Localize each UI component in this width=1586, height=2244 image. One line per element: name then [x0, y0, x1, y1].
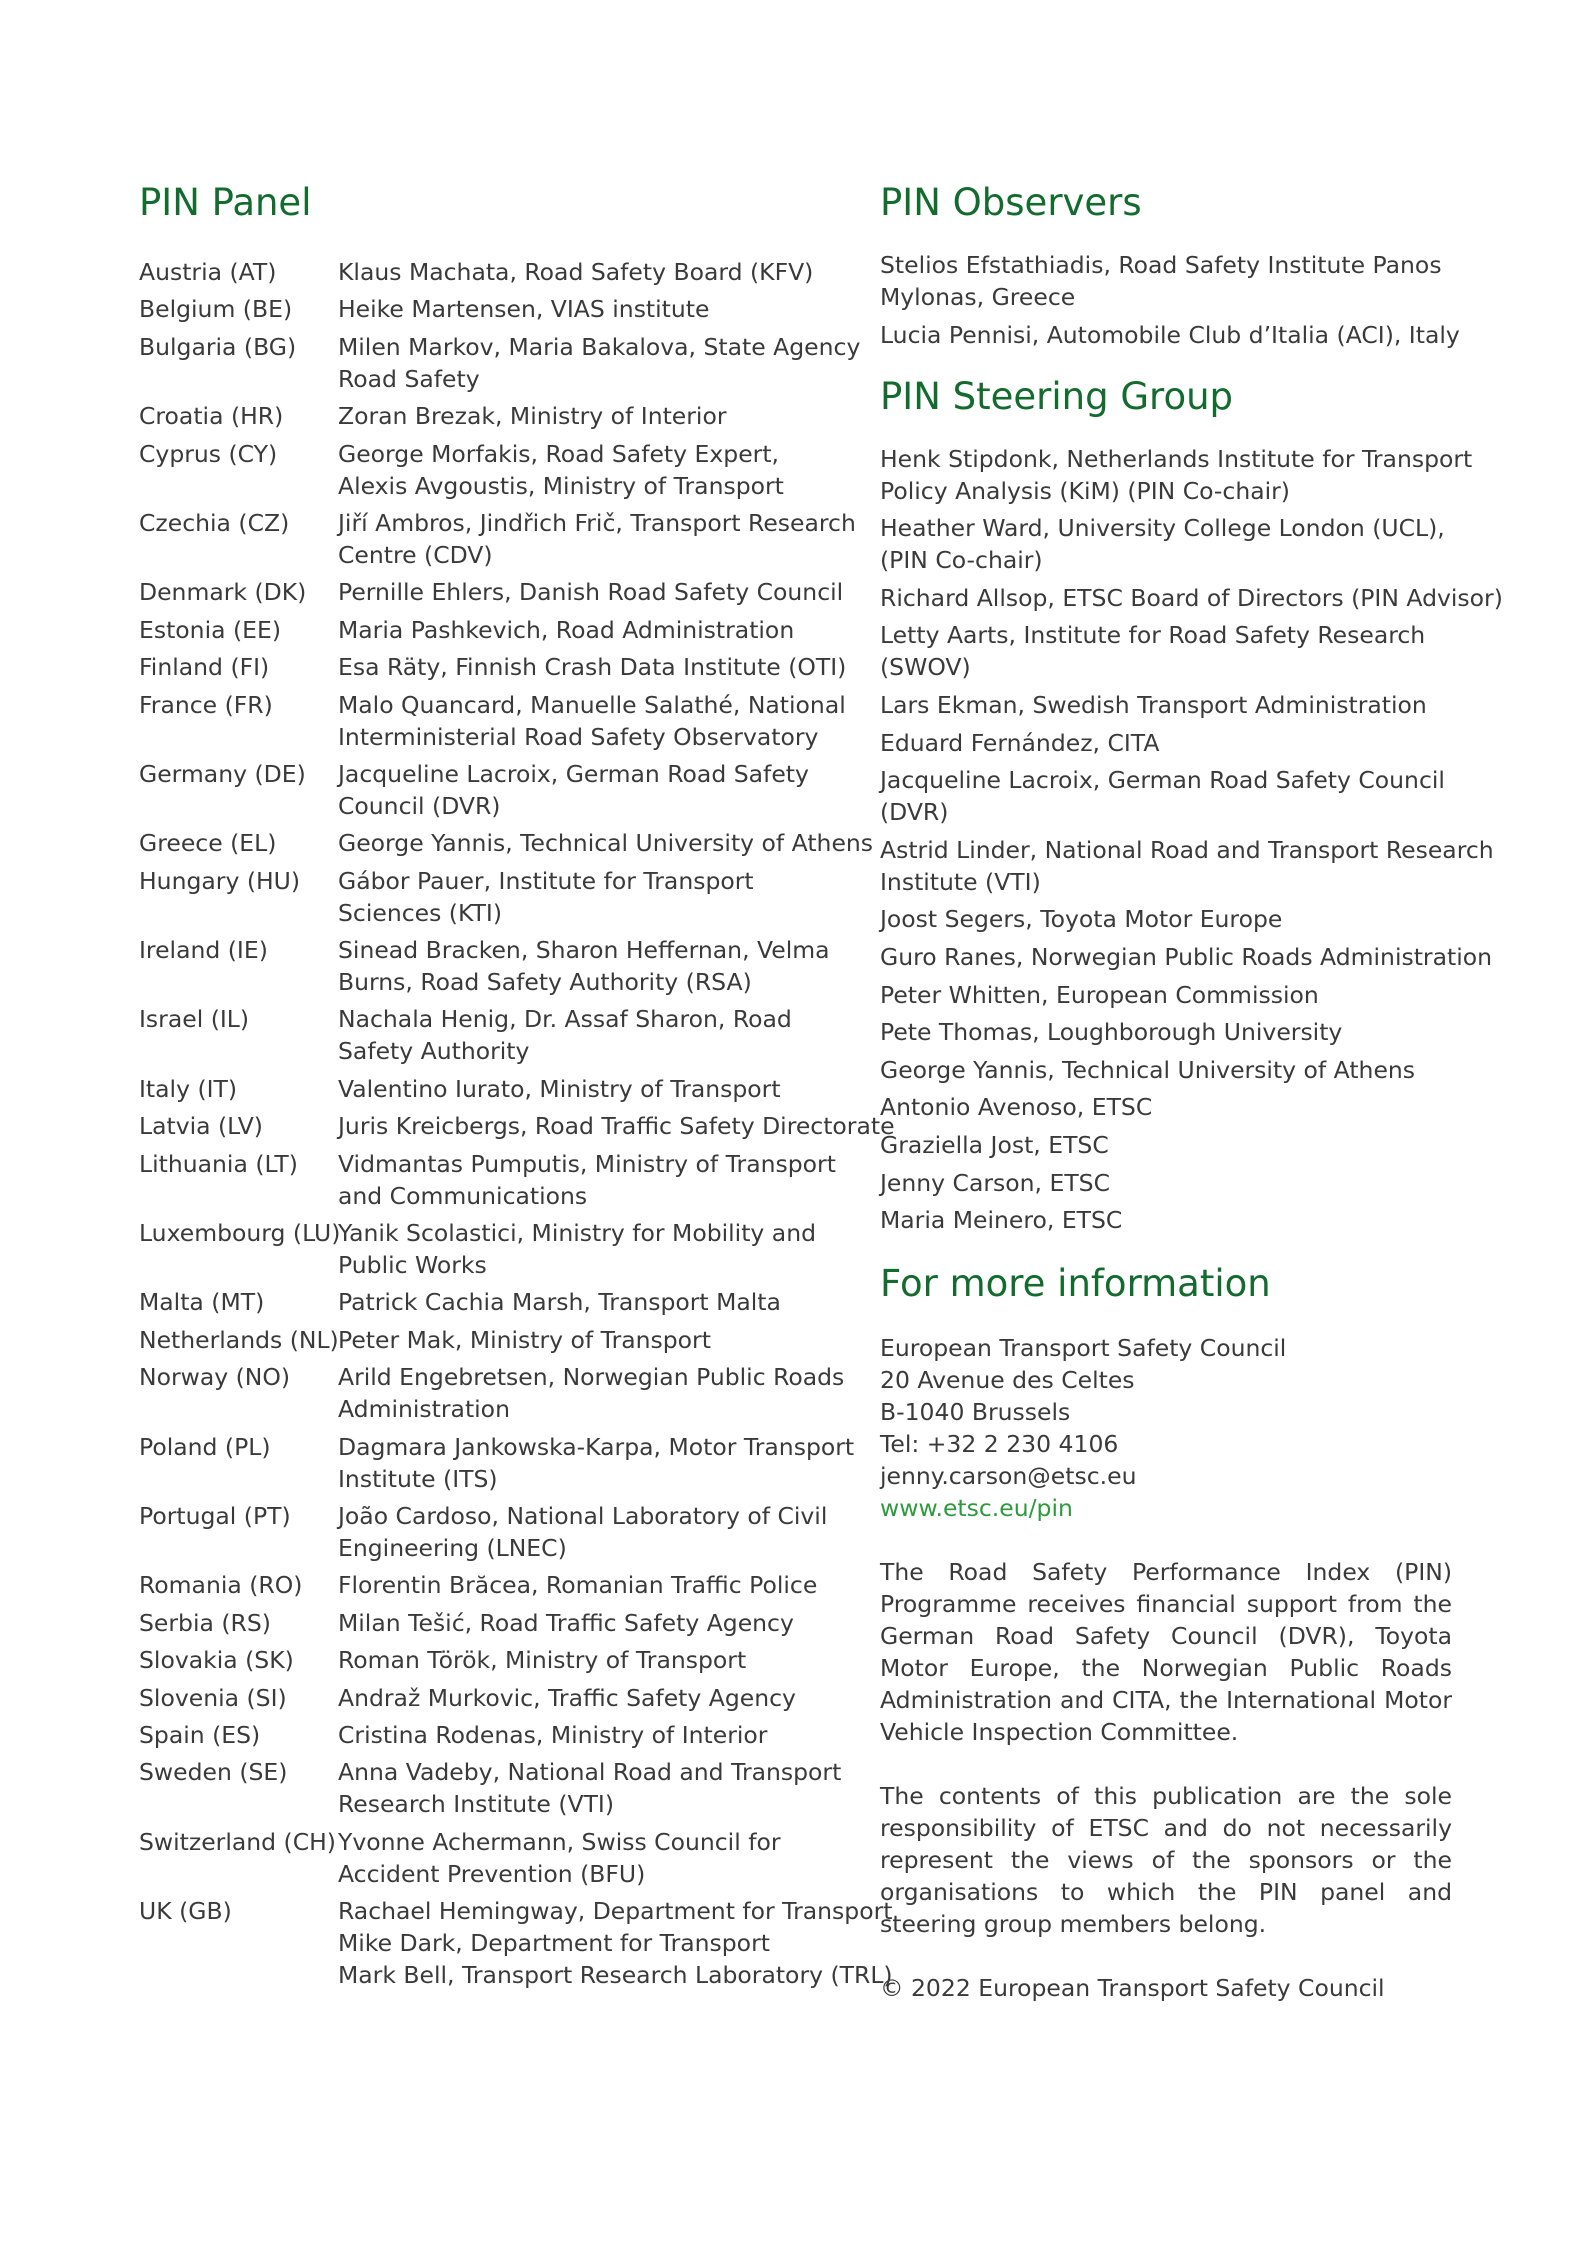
steering-member-entry	[880, 443, 1473, 507]
steering-member-entry	[880, 979, 1452, 1011]
panel-country: Bulgaria (BG)	[139, 332, 297, 361]
panel-members	[338, 438, 839, 502]
panel-row	[139, 438, 839, 502]
steering-member-entry-line: Richard Allsop, ETSC Board of Directors (PIN Advisor)	[880, 583, 1503, 612]
panel-member-line: Milen Markov, Maria Bakalova, State Agency	[338, 332, 861, 361]
panel-country: Estonia (EE)	[139, 615, 282, 644]
panel-country: Sweden (SE)	[139, 1758, 288, 1787]
panel-row	[139, 934, 839, 998]
steering-member-entry	[880, 1091, 1452, 1123]
panel-row	[139, 293, 839, 325]
panel-row	[139, 1286, 839, 1318]
panel-members	[338, 1756, 841, 1820]
panel-row	[139, 827, 874, 859]
panel-row	[139, 689, 846, 753]
more-information-heading: For more information	[880, 1262, 1271, 1306]
panel-member-line: João Cardoso, National Laboratory of Civil	[338, 1501, 828, 1530]
panel-country: Czechia (CZ)	[139, 508, 290, 537]
steering-member-entry-line: Jacqueline Lacroix, German Road Safety Council	[880, 766, 1445, 795]
steering-member-entry-line: Institute (VTI)	[880, 867, 1041, 896]
steering-member-entry-line: Peter Whitten, European Commission	[880, 980, 1319, 1009]
panel-member-line: Yanik Scolastici, Ministry for Mobility and	[338, 1219, 817, 1248]
funding-statement: The Road Safety Performance Index (PIN) Programme receives financial support from the German Road Safety Council (DVR), Toyota Motor Europe, the Norwegian Public Roads Administration and CITA, the International Motor Vehicle Inspection Committee.	[880, 1558, 1452, 1747]
panel-member-line: Cristina Rodenas, Ministry of Interior	[338, 1720, 768, 1749]
observer-entry	[880, 319, 1460, 351]
panel-member-line: Heike Martensen, VIAS institute	[338, 295, 710, 324]
panel-members	[338, 507, 856, 571]
pin-panel-list	[139, 256, 895, 1991]
panel-members	[338, 1148, 839, 1212]
panel-row	[139, 1607, 839, 1639]
panel-row	[139, 1073, 839, 1105]
steering-member-entry	[880, 619, 1452, 683]
steering-member-entry	[880, 512, 1452, 576]
panel-country: Malta (MT)	[139, 1288, 265, 1317]
panel-row	[139, 400, 839, 432]
panel-member-line: Anna Vadeby, National Road and Transport	[338, 1758, 842, 1787]
panel-members	[338, 1644, 839, 1676]
panel-member-line: Juris Kreicbergs, Road Traffic Safety Directorate	[338, 1112, 895, 1141]
panel-country: Netherlands (NL)	[139, 1325, 339, 1354]
panel-country: Croatia (HR)	[139, 402, 284, 431]
panel-members	[338, 689, 846, 753]
panel-members	[338, 827, 873, 859]
steering-member-entry	[880, 941, 1493, 973]
pin-panel-heading: PIN Panel	[139, 181, 312, 224]
panel-members	[338, 1217, 839, 1281]
panel-country: Denmark (DK)	[139, 578, 307, 607]
panel-row	[139, 1431, 855, 1495]
steering-member-entry-line: Letty Aarts, Institute for Road Safety Research	[880, 621, 1426, 650]
address-street: 20 Avenue des Celtes	[880, 1366, 1135, 1395]
panel-member-line: Interministerial Road Safety Observatory	[338, 722, 819, 751]
panel-row	[139, 1719, 839, 1751]
observer-entry-line: Stelios Efstathiadis, Road Safety Institute Panos	[880, 251, 1442, 279]
pin-observers-heading: PIN Observers	[880, 181, 1142, 224]
panel-row	[139, 1217, 839, 1281]
panel-member-line: Research Institute (VTI)	[338, 1790, 615, 1819]
panel-member-line: Vidmantas Pumputis, Ministry of Transport	[338, 1149, 836, 1178]
panel-country: Serbia (RS)	[139, 1608, 271, 1637]
panel-members	[338, 1826, 839, 1890]
panel-member-line: Engineering (LNEC)	[338, 1533, 567, 1562]
pin-observers-list	[880, 249, 1460, 351]
panel-member-line: Pernille Ehlers, Danish Road Safety Council	[338, 578, 844, 607]
panel-row	[139, 1756, 842, 1820]
panel-member-line: Nachala Henig, Dr. Assaf Sharon, Road	[338, 1005, 792, 1034]
panel-members	[338, 1500, 839, 1564]
steering-member-entry-line: (DVR)	[880, 798, 949, 827]
panel-members	[338, 1569, 839, 1601]
steering-member-entry-line: (PIN Co-chair)	[880, 546, 1043, 575]
panel-members	[338, 256, 839, 288]
panel-member-line: Peter Mak, Ministry of Transport	[338, 1325, 711, 1354]
panel-row	[139, 758, 839, 822]
panel-member-line: Alexis Avgoustis, Ministry of Transport	[338, 471, 784, 500]
panel-country: Hungary (HU)	[139, 866, 301, 895]
panel-row	[139, 651, 847, 683]
panel-country: UK (GB)	[139, 1897, 232, 1926]
contact-address	[880, 1332, 1452, 1524]
panel-member-line: Burns, Road Safety Authority (RSA)	[338, 968, 752, 997]
steering-member-entry-line: George Yannis, Technical University of Athens	[880, 1055, 1416, 1084]
steering-member-entry	[880, 582, 1503, 614]
address-org: European Transport Safety Council	[880, 1334, 1287, 1363]
steering-member-entry-line: Joost Segers, Toyota Motor Europe	[880, 905, 1283, 934]
panel-member-line: Centre (CDV)	[338, 540, 493, 569]
panel-country: Luxembourg (LU)	[139, 1219, 341, 1248]
panel-member-line: Council (DVR)	[338, 791, 501, 820]
panel-members	[338, 865, 839, 929]
panel-country: Germany (DE)	[139, 759, 306, 788]
panel-member-line: Klaus Machata, Road Safety Board (KFV)	[338, 258, 814, 286]
panel-member-line: Jacqueline Lacroix, German Road Safety	[338, 759, 809, 788]
observer-entry-line: Lucia Pennisi, Automobile Club d’Italia (ACI), Italy	[880, 320, 1460, 349]
address-phone: Tel: +32 2 230 4106	[880, 1430, 1119, 1459]
panel-member-line: George Yannis, Technical University of Athens	[338, 829, 874, 858]
copyright-notice: © 2022 European Transport Safety Council	[880, 1974, 1385, 2003]
steering-member-entry-line: Graziella Jost, ETSC	[880, 1130, 1109, 1159]
panel-member-line: Safety Authority	[338, 1037, 530, 1066]
panel-member-line: Sinead Bracken, Sharon Heffernan, Velma	[338, 936, 830, 965]
steering-member-entry-line: Maria Meinero, ETSC	[880, 1206, 1123, 1235]
panel-member-line: Andraž Murkovic, Traffic Safety Agency	[338, 1683, 796, 1712]
panel-member-line: Milan Tešić, Road Traffic Safety Agency	[338, 1608, 794, 1637]
steering-member-entry-line: Policy Analysis (KiM) (PIN Co-chair)	[880, 476, 1290, 505]
panel-row	[139, 1826, 839, 1890]
panel-row	[139, 1003, 839, 1067]
steering-member-entry-line: Astrid Linder, National Road and Transport Research	[880, 835, 1494, 864]
panel-members	[338, 1324, 839, 1356]
panel-member-line: Florentin Brăcea, Romanian Traffic Police	[338, 1571, 818, 1600]
panel-member-line: Patrick Cachia Marsh, Transport Malta	[338, 1288, 781, 1317]
website-link[interactable]: www.etsc.eu/pin	[880, 1494, 1073, 1523]
steering-member-entry-line: (SWOV)	[880, 653, 971, 682]
steering-member-entry-line: Heather Ward, University College London (UCL),	[880, 514, 1445, 543]
pin-panel-section	[139, 180, 895, 1997]
panel-members	[338, 1110, 895, 1142]
panel-country: Spain (ES)	[139, 1720, 261, 1749]
observer-entry	[880, 249, 1452, 313]
panel-members	[338, 1607, 839, 1639]
panel-row	[139, 1682, 839, 1714]
steering-member-entry	[880, 1204, 1452, 1236]
panel-country: Ireland (IE)	[139, 936, 268, 965]
panel-country: Austria (AT)	[139, 258, 277, 286]
panel-row	[139, 1361, 845, 1425]
steering-member-entry	[880, 903, 1452, 935]
panel-member-line: Mike Dark, Department for Transport	[338, 1929, 770, 1958]
panel-member-line: Gábor Pauer, Institute for Transport	[338, 866, 754, 895]
panel-row	[139, 331, 861, 395]
panel-country: Belgium (BE)	[139, 295, 293, 324]
steering-member-entry-line: Lars Ekman, Swedish Transport Administration	[880, 690, 1427, 719]
panel-member-line: Mark Bell, Transport Research Laboratory (TRL)	[338, 1961, 893, 1990]
panel-country: Israel (IL)	[139, 1005, 250, 1034]
panel-member-line: Jiří Ambros, Jindřich Frič, Transport Research	[338, 508, 856, 537]
steering-member-entry	[880, 834, 1494, 898]
panel-country: Romania (RO)	[139, 1571, 303, 1600]
panel-members	[338, 293, 839, 325]
steering-member-entry	[880, 1129, 1452, 1161]
panel-country: Latvia (LV)	[139, 1112, 263, 1141]
panel-row	[139, 576, 844, 608]
pin-steering-group-list	[880, 443, 1503, 1237]
steering-member-entry	[880, 1016, 1452, 1048]
panel-row	[139, 1324, 839, 1356]
panel-members	[338, 758, 839, 822]
panel-member-line: Rachael Hemingway, Department for Transport	[338, 1897, 893, 1926]
steering-member-entry-line: Antonio Avenoso, ETSC	[880, 1093, 1153, 1122]
steering-member-entry-line: Henk Stipdonk, Netherlands Institute for Transport	[880, 444, 1473, 473]
panel-member-line: Zoran Brezak, Ministry of Interior	[338, 402, 727, 431]
panel-country: Switzerland (CH)	[139, 1827, 336, 1856]
panel-members	[338, 1895, 893, 1991]
panel-row	[139, 1500, 839, 1564]
steering-member-entry	[880, 1054, 1452, 1086]
steering-member-entry	[880, 689, 1452, 721]
panel-members	[338, 1719, 839, 1751]
panel-country: Lithuania (LT)	[139, 1149, 298, 1178]
observer-entry-line: Mylonas, Greece	[880, 283, 1076, 311]
panel-member-line: George Morfakis, Road Safety Expert,	[338, 439, 780, 468]
panel-row	[139, 1569, 839, 1601]
panel-country: Slovenia (SI)	[139, 1683, 287, 1712]
contact-email[interactable]: jenny.carson@etsc.eu	[880, 1462, 1137, 1491]
panel-member-line: Public Works	[338, 1251, 487, 1280]
steering-member-entry-line: Guro Ranes, Norwegian Public Roads Administration	[880, 942, 1493, 971]
panel-member-line: Yvonne Achermann, Swiss Council for	[338, 1827, 781, 1856]
panel-row	[139, 1895, 893, 1991]
panel-members	[338, 614, 839, 646]
panel-country: Portugal (PT)	[139, 1501, 291, 1530]
panel-member-line: Sciences (KTI)	[338, 898, 503, 927]
panel-member-line: Road Safety	[338, 364, 480, 393]
panel-member-line: Institute (ITS)	[338, 1464, 498, 1493]
panel-members	[338, 651, 846, 683]
panel-member-line: Accident Prevention (BFU)	[338, 1859, 646, 1888]
panel-member-line: Dagmara Jankowska-Karpa, Motor Transport	[338, 1432, 855, 1461]
panel-members	[338, 1361, 844, 1425]
panel-row	[139, 865, 839, 929]
panel-member-line: Roman Török, Ministry of Transport	[338, 1646, 747, 1675]
steering-member-entry-line: Jenny Carson, ETSC	[880, 1168, 1111, 1197]
panel-members	[338, 934, 839, 998]
pin-steering-group-heading: PIN Steering Group	[880, 374, 1234, 418]
panel-members	[338, 576, 843, 608]
panel-row	[139, 1110, 895, 1142]
panel-row	[139, 507, 856, 571]
address-city: B-1040 Brussels	[880, 1398, 1071, 1427]
disclaimer-statement: The contents of this publication are the sole responsibility of ETSC and do not necessarily represent the views of the sponsors or the organisations to which the PIN panel and steering group members belong.	[880, 1782, 1452, 1939]
panel-row	[139, 1644, 839, 1676]
panel-member-line: Arild Engebretsen, Norwegian Public Roads	[338, 1363, 845, 1392]
steering-member-entry	[880, 764, 1452, 828]
panel-members	[338, 1003, 839, 1067]
steering-member-entry	[880, 727, 1452, 759]
panel-country: France (FR)	[139, 690, 273, 719]
panel-members	[338, 1286, 839, 1318]
panel-members	[338, 1073, 839, 1105]
panel-member-line: Maria Pashkevich, Road Administration	[338, 615, 795, 644]
panel-members	[338, 331, 860, 395]
panel-country: Cyprus (CY)	[139, 439, 278, 468]
panel-members	[338, 1682, 839, 1714]
panel-members	[338, 400, 839, 432]
panel-country: Slovakia (SK)	[139, 1646, 294, 1675]
panel-member-line: Malo Quancard, Manuelle Salathé, National	[338, 690, 846, 719]
panel-country: Finland (FI)	[139, 653, 270, 682]
panel-row	[139, 256, 839, 288]
panel-country: Norway (NO)	[139, 1363, 291, 1392]
steering-member-entry	[880, 1167, 1452, 1199]
panel-country: Greece (EL)	[139, 829, 277, 858]
panel-members	[338, 1431, 854, 1495]
steering-member-entry-line: Eduard Fernández, CITA	[880, 728, 1160, 757]
panel-member-line: Administration	[338, 1395, 510, 1424]
right-column	[880, 180, 1503, 2004]
steering-member-entry-line: Pete Thomas, Loughborough University	[880, 1018, 1343, 1047]
panel-country: Italy (IT)	[139, 1074, 238, 1103]
panel-row	[139, 614, 839, 646]
panel-member-line: and Communications	[338, 1181, 588, 1210]
panel-member-line: Esa Räty, Finnish Crash Data Institute (OTI)	[338, 653, 847, 682]
panel-member-line: Valentino Iurato, Ministry of Transport	[338, 1074, 781, 1103]
panel-row	[139, 1148, 839, 1212]
panel-country: Poland (PL)	[139, 1432, 271, 1461]
